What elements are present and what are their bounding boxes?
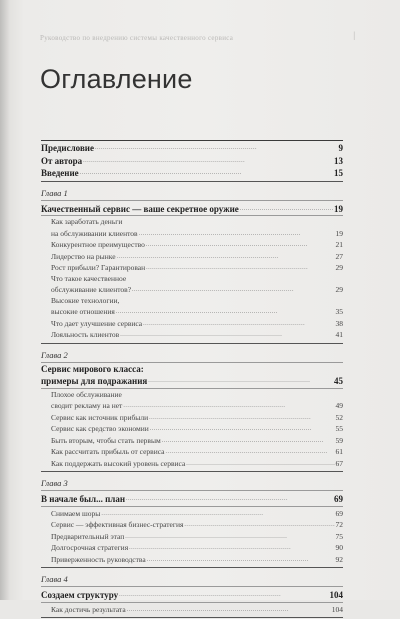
toc-sub-entry-text: Предварительный этап (51, 531, 125, 541)
chapter-label: Глава 4 (41, 574, 68, 584)
chapter-title-entry-text: Создаем структуру (41, 590, 119, 600)
toc-sub-entry (41, 542, 343, 554)
toc-sub-entry-text: Плохое обслуживание (51, 389, 122, 399)
chapter-title-entry (41, 588, 343, 601)
toc-sub-entry (41, 262, 343, 274)
chapters-list (41, 188, 343, 619)
toc-sub-entry (41, 284, 343, 296)
page-number: 27 (335, 251, 343, 261)
chapter-label: Глава 2 (41, 349, 68, 360)
toc-sub-entry-text: Что дает улучшение сервиса (51, 318, 143, 328)
front-matter-entry-text: От автора (41, 155, 83, 166)
front-matter-entry-text: Предисловие (41, 143, 94, 153)
dot-leader (132, 284, 334, 296)
toc-sub-entry (41, 531, 343, 543)
toc-sub-entry-text: Снимаем шоры (51, 508, 101, 518)
chapter-title-entry-text-cont: примеры для подражания (41, 376, 148, 386)
dot-leader (165, 446, 334, 458)
toc-sub-entry-text: Сервис — эффективная бизнес-стратегия (51, 520, 184, 529)
chapter-label: Глава 3 (41, 478, 68, 488)
dot-leader (95, 141, 338, 154)
toc-sub-entry (41, 318, 343, 330)
toc-sub-entry-text-cont: высокие отношения (51, 307, 115, 316)
chapter-title-entry-line1 (41, 364, 343, 375)
chapter-rule (41, 602, 343, 603)
chapter-title-entry-text: В начале был... план (41, 494, 126, 504)
page-number: 29 (335, 263, 343, 272)
chapter-end-rule (41, 617, 343, 618)
toc-sub-entry-line1 (41, 296, 343, 307)
page-number: 19 (334, 203, 343, 214)
page-number: 49 (335, 401, 343, 410)
dot-leader (123, 400, 334, 412)
toc-sub-entry-line1 (41, 390, 343, 401)
page-number: 75 (335, 531, 343, 541)
dot-leader (101, 508, 334, 520)
toc-sub-entry (41, 554, 343, 566)
front-matter-entry (41, 154, 343, 167)
chapter-title-entry-text: Качественный сервис — ваше секретное оружие (41, 203, 239, 214)
chapter-end-rule (41, 567, 343, 568)
toc-sub-entry (41, 228, 343, 240)
dot-leader (150, 423, 335, 435)
dot-leader (119, 588, 328, 601)
dot-leader (240, 202, 333, 215)
toc-sub-entry-text: Как рассчитать прибыль от сервиса (51, 447, 165, 456)
toc-sub-entry-text: Приверженность руководства (51, 554, 146, 564)
toc-sub-entry (41, 412, 343, 424)
toc-sub-entry-text: Как заработать деньги (51, 217, 123, 226)
chapter-rule (41, 388, 343, 389)
dot-leader (139, 228, 335, 240)
toc-sub-entry (41, 604, 343, 616)
page-number: 21 (335, 240, 343, 249)
page-number: 59 (335, 435, 343, 445)
toc-sub-entry (41, 400, 343, 412)
front-matter-entry-text: Введение (41, 168, 79, 178)
toc-sub-entry (41, 508, 343, 520)
page-number: 35 (335, 307, 343, 316)
front-matter-entry (41, 166, 343, 179)
chapter-block (41, 350, 343, 473)
toc-sub-entry-text-cont: на обслуживании клиентов (51, 228, 138, 238)
page-number: 104 (329, 590, 343, 600)
page-number: 41 (335, 330, 343, 339)
chapter-title-entry (41, 202, 343, 215)
front-matter-list (41, 141, 343, 182)
page-number: 69 (334, 494, 343, 504)
toc-sub-entry (41, 458, 343, 470)
chapter-rule (41, 215, 343, 216)
page-number: 13 (334, 155, 343, 166)
toc-sub-entry-text: Конкурентное преимущество (51, 240, 145, 249)
page-number: 90 (335, 543, 343, 552)
toc-sub-entry-text: Лидерство на рынке (51, 251, 116, 261)
toc-sub-entry-text: Что такое качественное (51, 273, 127, 283)
chapter-label: Глава 1 (41, 187, 68, 198)
toc-sub-entry (41, 251, 343, 263)
toc-sub-entry (41, 306, 343, 318)
toc-sub-entry-text-cont: обслуживание клиентов? (51, 285, 132, 294)
toc-rule (41, 181, 343, 182)
dot-leader (149, 412, 334, 424)
toc-sub-entry-line1 (41, 274, 343, 285)
page-number: 38 (335, 318, 343, 328)
dot-leader (129, 542, 334, 554)
page-number: 15 (334, 168, 343, 178)
toc-sub-entry (41, 435, 343, 447)
chapter-block (41, 478, 343, 568)
chapter-rule (41, 362, 343, 363)
dot-leader (147, 554, 335, 566)
book-spine-shadow (0, 0, 10, 600)
page-number: 29 (335, 285, 343, 294)
page-corner-mark: | (353, 30, 355, 40)
toc-sub-entry (41, 329, 343, 341)
page-number: 92 (335, 554, 343, 564)
dot-leader (146, 239, 335, 251)
page-number: 69 (335, 508, 343, 518)
chapter-rule (41, 506, 343, 507)
chapter-end-rule (41, 471, 343, 472)
front-matter-entry (41, 141, 343, 154)
chapter-end-rule (41, 343, 343, 344)
chapter-title-entry (41, 374, 343, 387)
dot-leader (148, 374, 333, 387)
page-number: 72 (335, 520, 343, 529)
page-title: Оглавление (40, 64, 193, 94)
toc-sub-entry (41, 239, 343, 251)
page-number: 55 (335, 424, 343, 433)
dot-leader (186, 458, 334, 470)
page-number: 52 (335, 412, 343, 422)
dot-leader (120, 329, 334, 341)
toc-sub-entry-text: Как поддержать высокий уровень сервиса (51, 458, 186, 468)
toc-sub-entry-text: Высокие технологии, (51, 295, 120, 305)
table-of-contents (41, 140, 343, 619)
toc-sub-entry-text: Сервис как источник прибыли (51, 412, 149, 422)
dot-leader (117, 251, 335, 263)
page-number: 19 (335, 228, 343, 238)
dot-leader (127, 604, 331, 616)
toc-sub-entry-text: Как достичь результата (51, 604, 126, 614)
dot-leader (83, 154, 333, 167)
dot-leader (184, 519, 334, 531)
chapter-title-entry (41, 492, 343, 505)
chapter-block (41, 574, 343, 618)
toc-sub-entry-text: Сервис как средство экономии (51, 424, 149, 433)
chapter-block (41, 188, 343, 344)
toc-sub-entry-text-cont: сводит рекламу на нет (51, 401, 123, 410)
dot-leader (126, 492, 333, 505)
page-number: 45 (334, 376, 343, 386)
dot-leader (143, 318, 334, 330)
toc-sub-entry (41, 519, 343, 531)
chapter-rule (41, 490, 343, 491)
chapter-rule (41, 586, 343, 587)
dot-leader (125, 531, 334, 543)
dot-leader (116, 306, 335, 318)
dot-leader (162, 435, 335, 447)
dot-leader (146, 262, 334, 274)
running-head: Руководство по внедрению системы качественного сервиса (40, 34, 234, 42)
chapter-title-entry-text: Сервис мирового класса: (41, 363, 144, 374)
toc-sub-entry-text: Лояльность клиентов (51, 330, 120, 339)
toc-sub-entry-text: Рост прибыли? Гарантирован (51, 263, 146, 272)
toc-sub-entry-line1 (41, 217, 343, 228)
page-number: 9 (338, 143, 343, 153)
page-number: 104 (331, 604, 343, 614)
page-number: 61 (335, 447, 343, 456)
toc-sub-entry-text: Долгосрочная стратегия (51, 543, 129, 552)
dot-leader (80, 166, 333, 179)
page-number: 67 (335, 458, 343, 468)
chapter-rule (41, 200, 343, 201)
toc-sub-entry (41, 446, 343, 458)
toc-sub-entry (41, 423, 343, 435)
toc-sub-entry-text: Быть вторым, чтобы стать первым (51, 435, 161, 445)
